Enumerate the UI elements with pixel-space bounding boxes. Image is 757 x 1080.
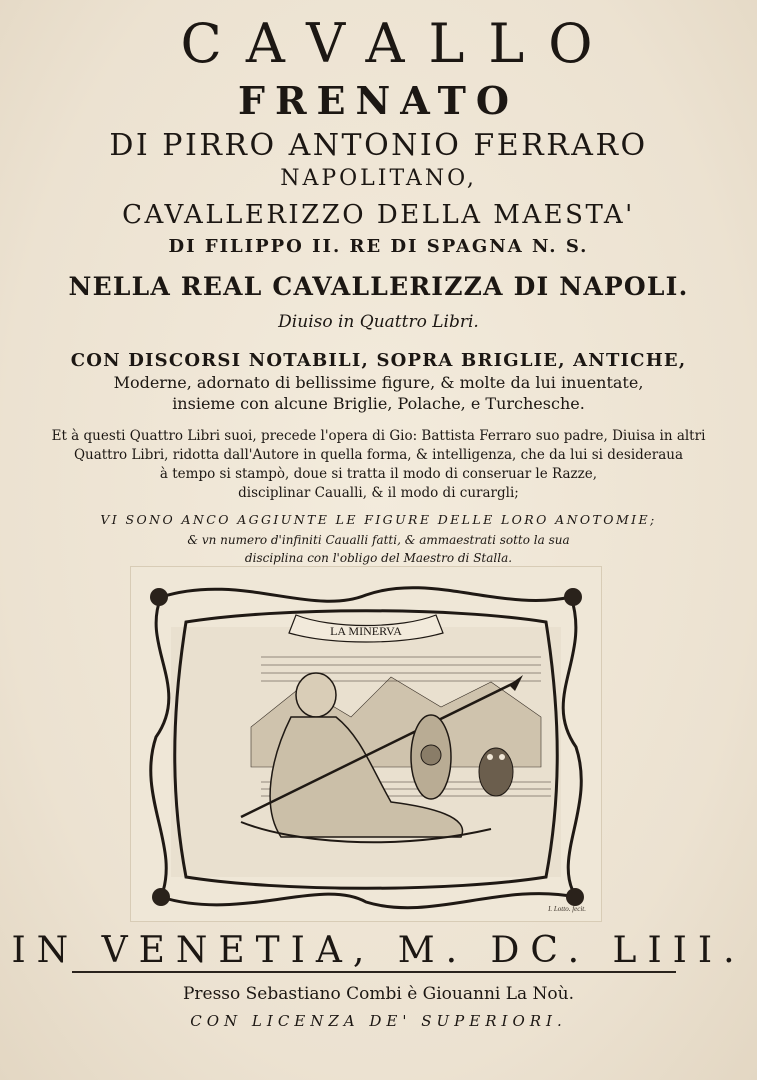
addenda-line-2: & vn numero d'infiniti Caualli fatti, & ammaestrati sotto la sua bbox=[187, 533, 570, 547]
preface-line-4: disciplinar Caualli, & il modo di curargli; bbox=[238, 485, 519, 501]
printer-line: Presso Sebastiano Combi è Giouanni La Noù. bbox=[182, 984, 575, 1004]
division-line: Diuiso in Quattro Libri. bbox=[278, 312, 479, 332]
institution-line: NELLA REAL CAVALLERIZZA DI NAPOLI. bbox=[68, 272, 689, 301]
minerva-engraving bbox=[130, 566, 602, 922]
author-role-line: CAVALLERIZZO DELLA MAESTA' bbox=[122, 200, 635, 230]
author-king-line: DI FILIPPO II. RE DI SPAGNA N. S. bbox=[168, 236, 589, 257]
medusa-head bbox=[421, 745, 441, 765]
license-line: CON LICENZA DE' SUPERIORI. bbox=[190, 1012, 567, 1030]
divider-rule bbox=[72, 971, 676, 973]
preface-line-3: à tempo si stampò, doue si tratta il modo di conseruar le Razze, bbox=[159, 466, 598, 482]
title-line: CAVALLO bbox=[180, 12, 617, 75]
author-line: DI PIRRO ANTONIO FERRARO bbox=[109, 128, 648, 163]
engraving-illustration bbox=[131, 567, 601, 921]
engraver-signature: I. Lotto. fecit. bbox=[548, 905, 586, 913]
description-line-2: Moderne, adornato di bellissime figure, & molte da lui inuentate, bbox=[113, 373, 644, 392]
preface-line-2: Quattro Libri, ridotta dall'Autore in quella forma, & intelligenza, che da lui si desideraua bbox=[73, 447, 684, 463]
author-origin-line: NAPOLITANO, bbox=[280, 166, 477, 191]
subtitle-line: FRENATO bbox=[237, 78, 520, 123]
description-line-3: insieme con alcune Briglie, Polache, e Turchesche. bbox=[172, 394, 585, 413]
imprint-line: IN VENETIA, M. DC. LIII. bbox=[11, 930, 746, 971]
helmet bbox=[296, 673, 336, 717]
preface-line-1: Et à questi Quattro Libri suoi, precede l'opera di Gio: Battista Ferraro suo padre, Diuisa in altri bbox=[51, 428, 706, 444]
banner-text: LA MINERVA bbox=[330, 624, 402, 638]
owl bbox=[479, 748, 513, 796]
addenda-line-3: disciplina con l'obligo del Maestro di Stalla. bbox=[244, 551, 513, 565]
addenda-line-1: VI SONO ANCO AGGIUNTE LE FIGURE DELLE LORO ANOTOMIE; bbox=[100, 512, 657, 527]
description-line-1: CON DISCORSI NOTABILI, SOPRA BRIGLIE, ANTICHE, bbox=[70, 350, 687, 371]
